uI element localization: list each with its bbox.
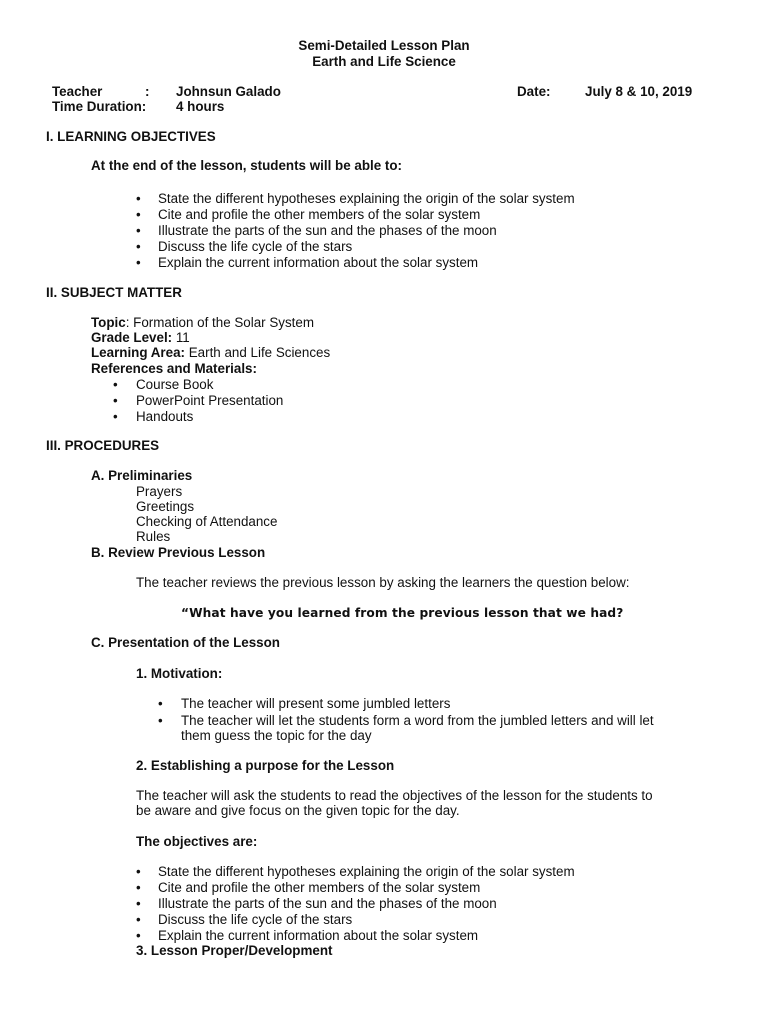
bullet-icon: •	[113, 377, 118, 392]
teacher-label: Teacher	[52, 84, 103, 99]
teacher-name: Johnsun Galado	[176, 84, 281, 99]
area-line: Learning Area: Earth and Life Sciences	[91, 345, 331, 360]
bullet-icon: •	[136, 223, 141, 238]
bullet-icon: •	[136, 239, 141, 254]
lesson-proper-heading: 3. Lesson Proper/Development	[136, 943, 333, 958]
bullet-icon: •	[136, 207, 141, 222]
duration-label: Time Duration:	[52, 99, 147, 114]
references-label: References and Materials:	[91, 361, 257, 376]
date-value: July 8 & 10, 2019	[585, 84, 693, 99]
bullet-icon: •	[136, 880, 141, 895]
preliminaries-heading: A. Preliminaries	[91, 468, 193, 483]
document-subtitle: Earth and Life Science	[312, 54, 456, 69]
purpose-text-line-1: The teacher will ask the students to read the objectives of the lesson for the students to	[136, 788, 653, 803]
section-heading-procedures: III. PROCEDURES	[46, 438, 160, 453]
section-heading-subject-matter: II. SUBJECT MATTER	[46, 285, 182, 300]
duration-value: 4 hours	[176, 99, 225, 114]
bullet-icon: •	[136, 255, 141, 270]
bullet-icon: •	[136, 928, 141, 943]
objectives-intro: At the end of the lesson, students will be able to:	[91, 158, 402, 173]
date-label: Date:	[517, 84, 551, 99]
bullet-icon: •	[158, 696, 163, 711]
review-heading: B. Review Previous Lesson	[91, 545, 266, 560]
bullet-icon: •	[136, 864, 141, 879]
preliminary-item: Greetings	[136, 499, 195, 514]
bullet-icon: •	[158, 713, 163, 728]
review-question: “What have you learned from the previous lesson that we had?	[181, 606, 624, 620]
purpose-heading: 2. Establishing a purpose for the Lesson	[136, 758, 395, 773]
list-item-continuation: them guess the topic for the day	[181, 728, 372, 743]
lesson-plan-page: Semi-Detailed Lesson Plan Earth and Life Science Teacher : Johnsun Galado Date: July 8 & 10, 2019 Time Duration: 4 hours I. LEARNING OBJECTIVES At the end of the lesson, students will be able to: • State the different hypotheses explaining the origin of the solar system • Cite and profile the other members of the solar system • Illustrate the parts of the sun and the phases of the moon • Discuss the life cycle of the stars • Explain the current information about the solar system II. SUBJECT MATTER Topic: Formation of the Solar System Grade Level: 11 Learning Area: Earth and Life Sciences References and Materials: • Course Book • PowerPoint Presentation • Handouts III. PROCEDURES A. Preliminaries Prayers Greetings Checking of Attendance Rules B. Review Previous Lesson The teacher reviews the previous lesson by asking the learners the question below: “What have you learned from the previous lesson that we had? C. Presentation of the Lesson 1. Motivation: • The teacher will present some jumbled letters • The teacher will let the students form a word from the jumbled letters and will let them guess the topic for the day 2. Establishing a purpose for the Lesson The teacher will ask the students to read the objectives of the lesson for the students to be aware and give focus on the given topic for the day. The objectives are: • State the different hypotheses explaining the origin of the solar system • Cite and profile the other members of the solar system • Illustrate the parts of the sun and the phases of the moon • Discuss the life cycle of the stars • Explain the current information about the solar system 3. Lesson Proper/Development	[0, 0, 768, 1024]
bullet-icon: •	[136, 912, 141, 927]
teacher-colon: :	[145, 84, 150, 99]
objectives-are-label: The objectives are:	[136, 834, 258, 849]
presentation-heading: C. Presentation of the Lesson	[91, 635, 280, 650]
review-text: The teacher reviews the previous lesson by asking the learners the question below:	[136, 575, 630, 590]
bullet-icon: •	[136, 896, 141, 911]
bullet-icon: •	[113, 393, 118, 408]
purpose-text-line-2: be aware and give focus on the given topic for the day.	[136, 803, 460, 818]
motivation-heading: 1. Motivation:	[136, 666, 223, 681]
topic-line: Topic: Formation of the Solar System	[91, 315, 315, 330]
bullet-icon: •	[113, 409, 118, 424]
document-title: Semi-Detailed Lesson Plan	[298, 38, 470, 53]
preliminary-item: Prayers	[136, 484, 183, 499]
preliminary-item: Rules	[136, 529, 171, 544]
preliminary-item: Checking of Attendance	[136, 514, 278, 529]
section-heading-objectives: I. LEARNING OBJECTIVES	[46, 129, 216, 144]
grade-line: Grade Level: 11	[91, 330, 190, 345]
bullet-icon: •	[136, 191, 141, 206]
